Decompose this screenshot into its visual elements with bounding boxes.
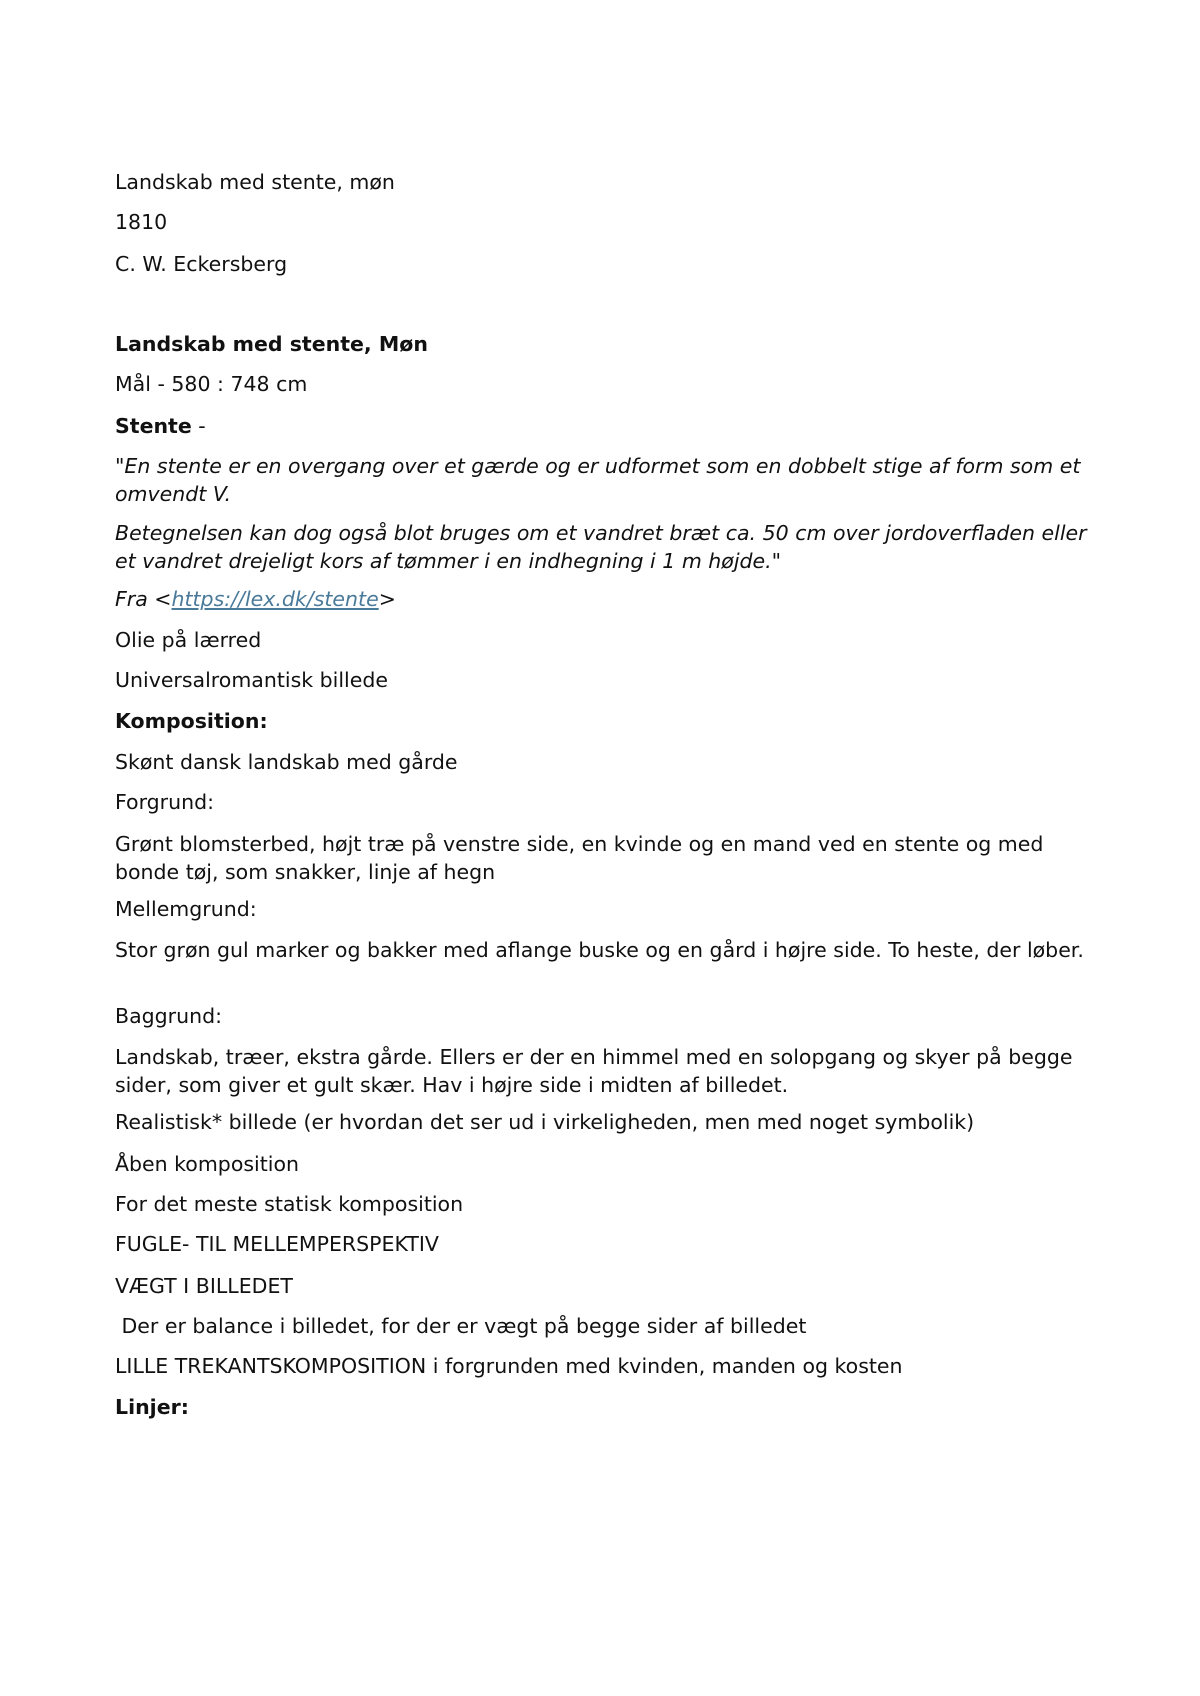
doc-artist: C. W. Eckersberg xyxy=(115,252,288,276)
dimensions-text: Mål - 580 : 748 cm xyxy=(115,372,308,396)
source-line xyxy=(115,585,396,613)
definition-quote-2: Betegnelsen kan dog også blot bruges om et vandret bræt ca. 50 cm over jordoverfladen eller et vandret drejeligt kors af tømmer i en indhegning i 1 m højde." xyxy=(115,521,1087,573)
statisk-text: For det meste statisk komposition xyxy=(115,1192,464,1216)
linjer-heading: Linjer: xyxy=(115,1395,189,1419)
perspektiv-text: FUGLE- TIL MELLEMPERSPEKTIV xyxy=(115,1232,439,1256)
stente-dash: - xyxy=(191,414,206,438)
mellemgrund-label: Mellemgrund: xyxy=(115,897,257,921)
baggrund-text: Landskab, træer, ekstra gårde. Ellers er der en himmel med en solopgang og skyer på begge sider, som giver et gult skær. Hav i højre side i midten af billedet. xyxy=(115,1045,1073,1097)
source-suffix: > xyxy=(378,587,396,611)
stente-label: Stente xyxy=(115,414,192,438)
trekant-text: LILLE TREKANTSKOMPOSITION i forgrunden med kvinden, manden og kosten xyxy=(115,1354,903,1378)
stente-line xyxy=(115,412,206,440)
forgrund-label: Forgrund: xyxy=(115,790,215,814)
realistisk-text: Realistisk* billede (er hvordan det ser ud i virkeligheden, men med noget symbolik) xyxy=(115,1110,975,1134)
doc-year: 1810 xyxy=(115,210,168,234)
definition-quote-1: "En stente er en overgang over et gærde og er udformet som en dobbelt stige af form som et omvendt V. xyxy=(115,454,1081,506)
balance-text: Der er balance i billedet, for der er vægt på begge sider af billedet xyxy=(115,1314,807,1338)
source-prefix: Fra < xyxy=(115,587,172,611)
aaben-text: Åben komposition xyxy=(115,1152,300,1176)
doc-title: Landskab med stente, møn xyxy=(115,170,395,194)
komposition-intro: Skønt dansk landskab med gårde xyxy=(115,750,458,774)
medium-text: Olie på lærred xyxy=(115,628,262,652)
vaegt-text: VÆGT I BILLEDET xyxy=(115,1274,293,1298)
section-heading: Landskab med stente, Møn xyxy=(115,332,428,356)
mellemgrund-text: Stor grøn gul marker og bakker med aflange buske og en gård i højre side. To heste, der løber. xyxy=(115,938,1084,962)
komposition-heading: Komposition: xyxy=(115,709,268,733)
forgrund-text: Grønt blomsterbed, højt træ på venstre side, en kvinde og en mand ved en stente og med bonde tøj, som snakker, linje af hegn xyxy=(115,832,1044,884)
baggrund-label: Baggrund: xyxy=(115,1004,222,1028)
source-link[interactable]: https://lex.dk/stente xyxy=(171,587,379,611)
genre-text: Universalromantisk billede xyxy=(115,668,388,692)
